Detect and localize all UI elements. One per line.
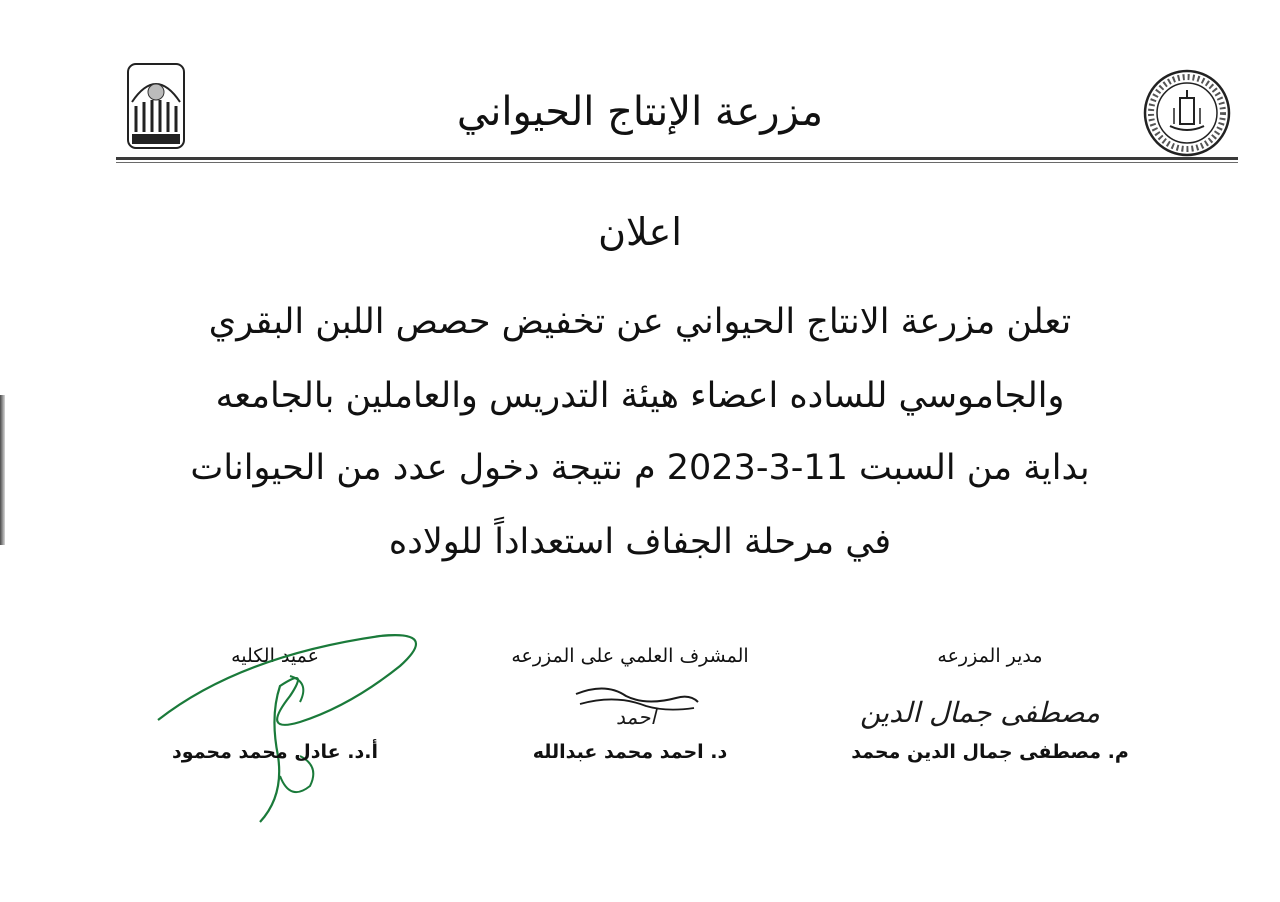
notice-line-3: بداية من السبت 11-3-2023 م نتيجة دخول عدد من الحيوانات: [190, 448, 1090, 488]
manager-name-block: [830, 738, 1150, 766]
notice-line-2: والجاموسي للساده اعضاء هيئة التدريس والعاملين بالجامعه: [215, 376, 1065, 416]
faculty-seal-icon: [1140, 68, 1234, 158]
header-divider: [116, 157, 1238, 160]
notice-line-1: تعلن مزرعة الانتاج الحيواني عن تخفيض حصص اللبن البقري: [208, 302, 1072, 342]
manager-name: م. مصطفى جمال الدين محمد: [851, 741, 1129, 763]
supervisor-title-block: [470, 642, 790, 670]
page-title: مزرعة الإنتاج الحيواني: [456, 89, 824, 135]
supervisor-title: المشرف العلمي على المزرعه: [511, 645, 749, 667]
supervisor-name: د. احمد محمد عبدالله: [532, 741, 728, 763]
manager-title-block: [830, 642, 1150, 670]
page-edge-shadow: [0, 395, 5, 545]
manager-signature-text: مصطفى جمال الدين: [859, 696, 1101, 729]
dean-name-block: [110, 738, 440, 766]
dean-name: أ.د. عادل محمد محمود: [172, 741, 378, 763]
university-logo-left: [126, 62, 186, 150]
manager-title: مدير المزرعه: [937, 645, 1043, 667]
dean-signature: [150, 626, 440, 826]
header-divider-thin: [116, 162, 1238, 163]
supervisor-signature: [566, 680, 706, 728]
supervisor-signature-text: احمد: [616, 705, 656, 729]
supervisor-name-block: [470, 738, 790, 766]
dean-title: عميد الكليه: [231, 645, 319, 667]
university-seal-icon: [126, 62, 186, 150]
faculty-logo-right: [1140, 68, 1234, 158]
notice-heading: اعلان: [598, 210, 682, 254]
notice-line-4: في مرحلة الجفاف استعداداً للولاده: [388, 522, 892, 562]
manager-signature: [859, 682, 1101, 738]
